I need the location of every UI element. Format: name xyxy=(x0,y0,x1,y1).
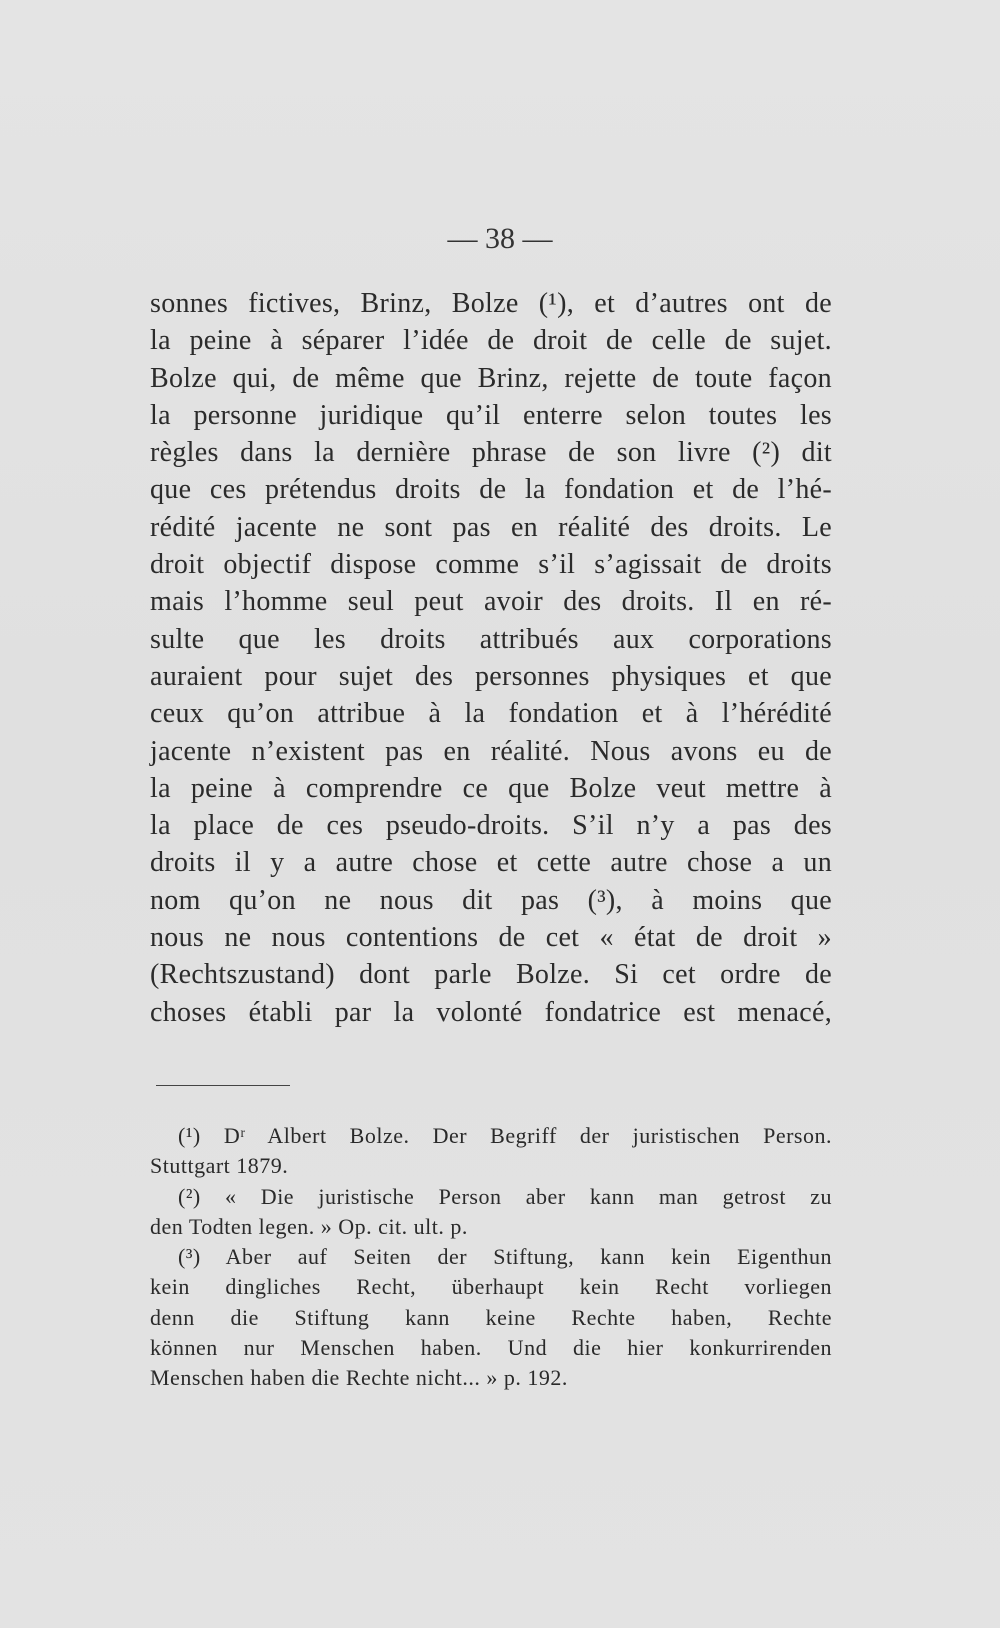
body-line: la place de ces pseudo-droits. S’il n’y a pas des xyxy=(150,810,832,842)
footnote-line: Stuttgart 1879. xyxy=(150,1153,289,1179)
body-line: nom qu’on ne nous dit pas (³), à moins que xyxy=(150,884,832,916)
footnote-line: denn die Stiftung kann keine Rechte haben, Rechte xyxy=(150,1304,832,1330)
page-number: — 38 — xyxy=(447,222,553,255)
body-line: auraient pour sujet des personnes physiques et que xyxy=(150,660,832,692)
body-line: sulte que les droits attribués aux corporations xyxy=(150,623,832,655)
footnotes xyxy=(150,1121,832,1394)
body-line: droit objectif dispose comme s’il s’agissait de droits xyxy=(150,549,832,581)
body-line: nous ne nous contentions de cet « état de droit » xyxy=(150,922,832,954)
footnote-line: können nur Menschen haben. Und die hier konkurrirenden xyxy=(150,1335,832,1361)
body-line: sonnes fictives, Brinz, Bolze (¹), et d’autres ont de xyxy=(150,288,832,319)
footnote-line: den Todten legen. » Op. cit. ult. p. xyxy=(150,1213,468,1239)
body-line: mais l’homme seul peut avoir des droits. Il en ré- xyxy=(150,586,832,618)
body-line: (Rechtszustand) dont parle Bolze. Si cet ordre de xyxy=(150,959,832,991)
body-line: choses établi par la volonté fondatrice est menacé, xyxy=(150,996,832,1028)
body-line: droits il y a autre chose et cette autre chose a un xyxy=(150,847,832,879)
footnote-line: (²) « Die juristische Person aber kann man getrost zu xyxy=(178,1183,832,1209)
body-line: ceux qu’on attribue à la fondation et à l’hérédité xyxy=(150,698,832,730)
body-line: rédité jacente ne sont pas en réalité des droits. Le xyxy=(150,511,832,543)
body-line: la peine à séparer l’idée de droit de celle de sujet. xyxy=(150,325,832,357)
body-text xyxy=(150,285,832,1031)
body-line: jacente n’existent pas en réalité. Nous avons eu de xyxy=(150,735,832,767)
body-line: la peine à comprendre ce que Bolze veut mettre à xyxy=(150,772,832,804)
footnote-divider xyxy=(156,1085,290,1086)
footnote-line: (¹) Dʳ Albert Bolze. Der Begriff der juristischen Person. xyxy=(178,1123,832,1148)
body-line: que ces prétendus droits de la fondation et de l’hé- xyxy=(150,474,832,506)
body-line: règles dans la dernière phrase de son livre (²) dit xyxy=(150,437,832,469)
body-line: Bolze qui, de même que Brinz, rejette de toute façon xyxy=(150,362,832,394)
footnote-line: (³) Aber auf Seiten der Stiftung, kann kein Eigenthun xyxy=(178,1244,832,1270)
footnote-line: kein dingliches Recht, überhaupt kein Recht vorliegen xyxy=(150,1274,832,1300)
body-line: la personne juridique qu’il enterre selon toutes les xyxy=(150,399,832,431)
footnote-line: Menschen haben die Rechte nicht... » p. 192. xyxy=(150,1365,568,1391)
